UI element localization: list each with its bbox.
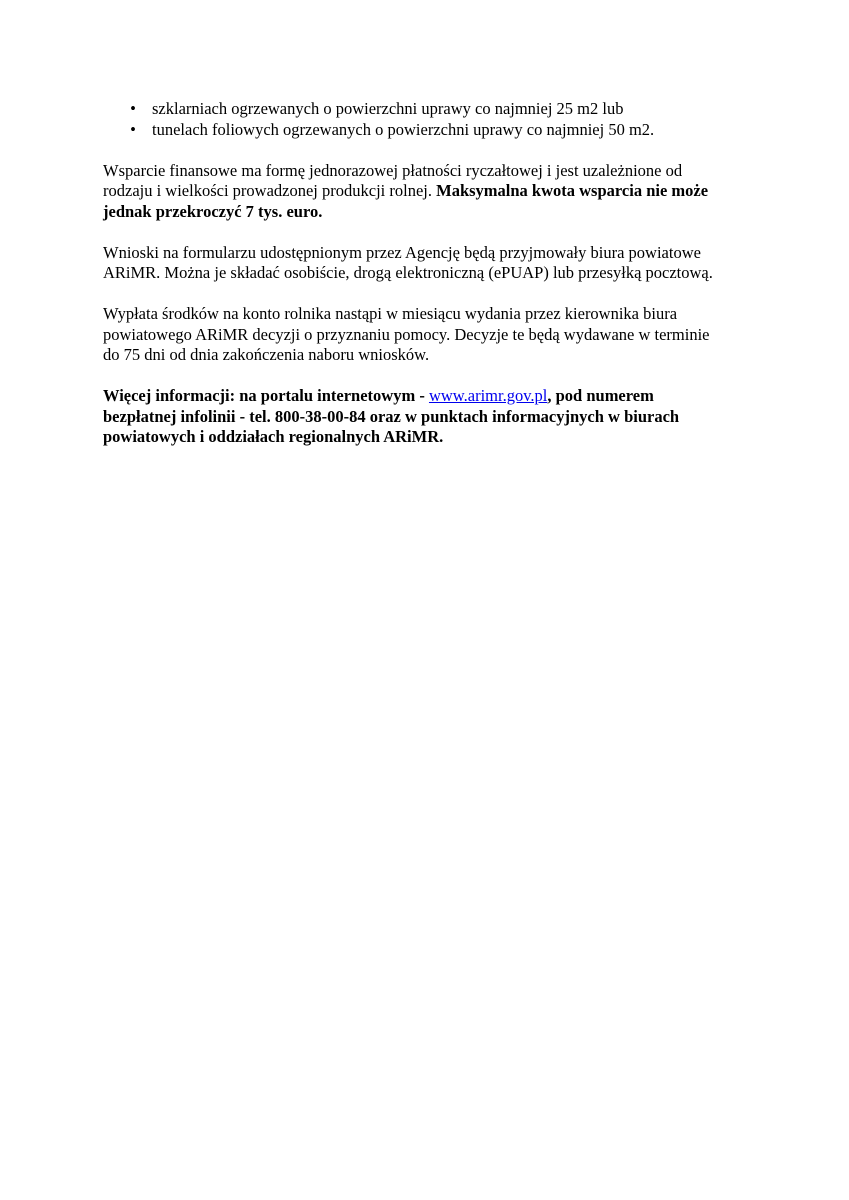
paragraph-text: rodzaju i wielkości prowadzonej produkcji rolnej. bbox=[103, 181, 437, 200]
list-item-text: tunelach foliowych ogrzewanych o powierzchni uprawy co najmniej 50 m2. bbox=[152, 119, 655, 139]
paragraph-line bbox=[103, 386, 429, 405]
paragraph-line: Wypłata środków na konto rolnika nastąpi w miesiącu wydania przez kierownika biura bbox=[103, 304, 678, 323]
greenhouse-bullet-list bbox=[103, 99, 763, 140]
paragraph-line: do 75 dni od dnia zakończenia naboru wniosków. bbox=[103, 345, 430, 364]
paragraph-applications bbox=[103, 243, 763, 284]
info-text: , pod numerem bbox=[547, 386, 654, 405]
paragraph-financial-support bbox=[103, 161, 763, 223]
paragraph-more-info bbox=[103, 386, 763, 448]
document-body bbox=[103, 99, 763, 448]
paragraph-line: powiatowych i oddziałach regionalnych ARiMR. bbox=[103, 427, 444, 446]
paragraph-line: ARiMR. Można je składać osobiście, drogą elektroniczną (ePUAP) lub przesyłką pocztową. bbox=[103, 263, 713, 282]
list-item bbox=[103, 120, 763, 141]
paragraph-line: bezpłatnej infolinii - tel. 800-38-00-84 oraz w punktach informacyjnych w biurach bbox=[103, 406, 680, 426]
arimr-website-link[interactable]: www.arimr.gov.pl bbox=[428, 386, 548, 405]
bullet-icon: • bbox=[130, 99, 136, 118]
list-item-text: szklarniach ogrzewanych o powierzchni uprawy co najmniej 25 m2 lub bbox=[152, 99, 624, 118]
list-item bbox=[103, 99, 763, 120]
paragraph-line bbox=[103, 181, 708, 200]
max-amount-text: Maksymalna kwota wsparcia nie może bbox=[436, 181, 709, 200]
bullet-icon: • bbox=[130, 119, 136, 139]
paragraph-line: Wnioski na formularzu udostępnionym przez Agencję będą przyjmowały biura powiatowe bbox=[103, 242, 701, 262]
paragraph-payment bbox=[103, 304, 763, 366]
paragraph-line: Wsparcie finansowe ma formę jednorazowej płatności ryczałtowej i jest uzależnione od bbox=[103, 160, 683, 180]
info-text: Więcej informacji: na portalu internetowym - bbox=[103, 386, 429, 405]
max-amount-text: jednak przekroczyć 7 tys. euro. bbox=[103, 201, 323, 221]
paragraph-line: powiatowego ARiMR decyzji o przyznaniu pomocy. Decyzje te będą wydawane w terminie bbox=[103, 324, 710, 344]
